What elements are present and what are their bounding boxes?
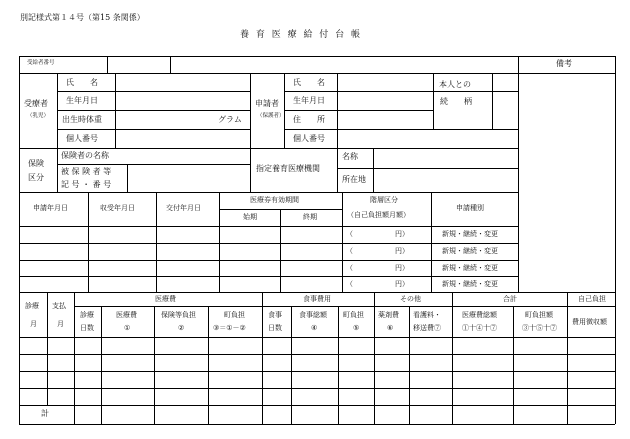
page-title: 養 育 医 療 給 付 台 帳 (240, 30, 363, 40)
validity-end-header: 終期 (303, 213, 317, 221)
applicant-address-label: 住 所 (293, 115, 325, 124)
validity-header: 医療券有効期間 (250, 196, 299, 204)
apply-type-cell[interactable]: 新規・継続・変更 (442, 230, 498, 238)
other-group-header: その他 (400, 295, 421, 303)
facility-name-label: 名称 (342, 152, 358, 161)
drug-header-2: ⑥ (387, 324, 394, 332)
total-medical-header-1: 医療費総額 (462, 311, 497, 319)
patient-section-label: 受療者 (24, 99, 48, 108)
apply-type-cell[interactable]: 新規・継続・変更 (442, 280, 498, 288)
medical-days-header-2: 日数 (80, 324, 94, 332)
insurance-burden-header-1: 保険等負担 (161, 311, 196, 319)
applicant-name-field[interactable] (338, 74, 432, 91)
meal-total-header-1: 食事総額 (299, 311, 327, 319)
medical-days-header-1: 診療 (80, 311, 94, 319)
meal-total-header-2: ④ (311, 324, 318, 332)
applicant-section-label: 申請者 (255, 99, 279, 108)
meal-group-header: 食事費用 (303, 295, 331, 303)
apply-type-header: 申請種別 (456, 204, 484, 212)
insurance-section-label-2: 区分 (28, 173, 44, 182)
nursing-header-1: 看護料・ (413, 311, 441, 319)
exam-month-label-1: 診療 (25, 302, 39, 310)
tier-header: 階層区分 (370, 196, 398, 204)
receive-date-header: 収受年月日 (100, 204, 135, 212)
relation-label-2: 続 柄 (440, 97, 472, 106)
pay-month-label-2: 月 (57, 320, 64, 328)
patient-birthdate-field[interactable] (116, 92, 249, 110)
patient-birth-weight-label: 出生時体重 (62, 115, 102, 124)
applicant-birthdate-field[interactable] (338, 92, 432, 110)
apply-type-cell[interactable]: 新規・継続・変更 (442, 264, 498, 272)
applicant-name-label: 氏 名 (293, 78, 325, 87)
facility-address-field[interactable] (374, 169, 517, 192)
patient-id-label: 個人番号 (66, 134, 98, 143)
self-collected-header: 費用徴収額 (572, 318, 607, 326)
relation-field[interactable] (493, 74, 517, 129)
recipient-number-field[interactable] (171, 57, 517, 73)
insurance-burden-header-2: ② (178, 324, 185, 332)
self-group-header: 自己負担 (578, 295, 606, 303)
medical-group-header: 医療費 (155, 295, 176, 303)
recipient-number-label: 受給者番号 (27, 60, 55, 66)
total-group-header: 合計 (503, 295, 517, 303)
town-burden-header-2: ③＝①－② (213, 324, 246, 332)
tier-cell[interactable]: （ 円） (346, 230, 409, 238)
exam-month-label-2: 月 (30, 320, 37, 328)
patient-name-label: 氏 名 (66, 78, 98, 87)
facility-name-field[interactable] (374, 149, 517, 168)
medical-cost-header-1: 医療費 (116, 311, 137, 319)
validity-start-header: 始期 (243, 213, 257, 221)
facility-address-label: 所在地 (342, 175, 366, 184)
applicant-id-label: 個人番号 (293, 134, 325, 143)
patient-id-field[interactable] (116, 130, 249, 148)
apply-date-header: 申請年月日 (33, 204, 68, 212)
tier-cell[interactable]: （ 円） (346, 247, 409, 255)
total-medical-header-2: ①十④十⑦ (462, 324, 497, 332)
tier-cell[interactable]: （ 円） (346, 264, 409, 272)
meal-days-header-2: 日数 (268, 324, 282, 332)
insurer-name-field[interactable] (128, 149, 249, 164)
town-burden-header-1: 町負担 (224, 311, 245, 319)
patient-name-field[interactable] (116, 74, 249, 91)
total-town-header-2: ③十⑤十⑦ (522, 324, 557, 332)
designated-facility-label: 指定養育医療機関 (256, 164, 320, 173)
insurer-name-label: 保険者の名称 (61, 151, 109, 160)
tier-sub-header: （自己負担額月額） (347, 211, 410, 219)
applicant-birthdate-label: 生年月日 (293, 96, 325, 105)
sum-label: 計 (41, 409, 49, 418)
insurance-section-label-1: 保険 (28, 159, 44, 168)
meal-town-header-2: ⑤ (353, 324, 360, 332)
symbol-number-label: 記 号 ・ 番 号 (61, 180, 112, 189)
total-town-header-1: 町負担額 (525, 311, 553, 319)
insured-number-field[interactable] (128, 165, 249, 192)
form-number: 別記様式第１４号（第15 条関係） (20, 13, 145, 22)
pay-month-label-1: 支払 (52, 302, 66, 310)
nursing-header-2: 移送費⑦ (413, 324, 441, 332)
medical-cost-header-2: ① (124, 324, 131, 332)
insured-label: 被 保 険 者 等 (61, 167, 112, 176)
tier-cell[interactable]: （ 円） (346, 280, 409, 288)
issue-date-header: 交付年月日 (166, 204, 201, 212)
patient-birth-weight-field[interactable] (116, 111, 216, 129)
applicant-section-sub: （保護者） (257, 113, 285, 119)
remarks-label: 備考 (556, 59, 572, 68)
gram-unit: グラム (218, 115, 242, 124)
apply-type-cell[interactable]: 新規・継続・変更 (442, 247, 498, 255)
patient-birthdate-label: 生年月日 (66, 96, 98, 105)
relation-label-1: 本人との (439, 80, 471, 89)
applicant-id-field[interactable] (338, 130, 517, 148)
patient-section-sub: （乳児） (27, 113, 50, 119)
meal-town-header-1: 町負担 (343, 311, 364, 319)
drug-header-1: 薬剤費 (378, 311, 399, 319)
applicant-address-field[interactable] (338, 111, 517, 129)
meal-days-header-1: 食事 (268, 311, 282, 319)
